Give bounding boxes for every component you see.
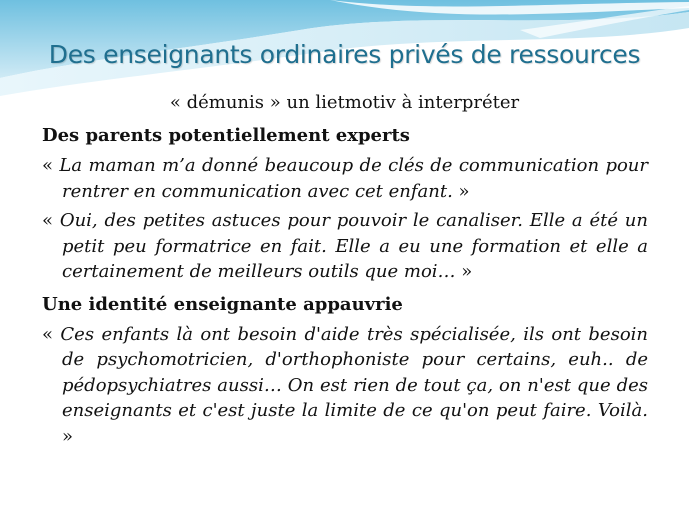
- quote-close-mark: »: [452, 180, 470, 202]
- quote-text: Oui, des petites astuces pour pouvoir le canaliser. Elle a été un petit peu formatrice en fait. Elle a eu une formation et elle a certainement de meilleurs outils que moi…: [59, 210, 648, 282]
- section-heading-parents: Des parents potentiellement experts: [42, 125, 410, 146]
- quote-close-mark: »: [455, 261, 473, 282]
- quote-close-mark: »: [62, 425, 74, 447]
- quote-open-mark: «: [42, 210, 60, 231]
- slide-subtitle: « démunis » un lietmotiv à interpréter: [169, 92, 520, 113]
- slide-title: Des enseignants ordinaires privés de ressources: [48, 40, 641, 69]
- quote-parents-2: [42, 208, 648, 285]
- quote-text: La maman m’a donné beaucoup de clés de communication pour rentrer en communication avec cet enfant.: [59, 155, 648, 202]
- quote-identity-1: [42, 322, 648, 450]
- quote-parents-1: [42, 153, 648, 204]
- quote-open-mark: «: [42, 155, 60, 176]
- section-heading-identity: Une identité enseignante appauvrie: [42, 293, 403, 315]
- slide-body: [42, 122, 648, 449]
- quote-text: Ces enfants là ont besoin d'aide très spécialisée, ils ont besoin de psychomotricien, d'orthophoniste pour certains, euh.. de pédopsychiatres aussi… On est rien de tout ça, on n'est que des enseignants et c'est juste la limite de ce qu'on peut faire. Voilà.: [60, 323, 649, 421]
- quote-open-mark: «: [42, 323, 61, 345]
